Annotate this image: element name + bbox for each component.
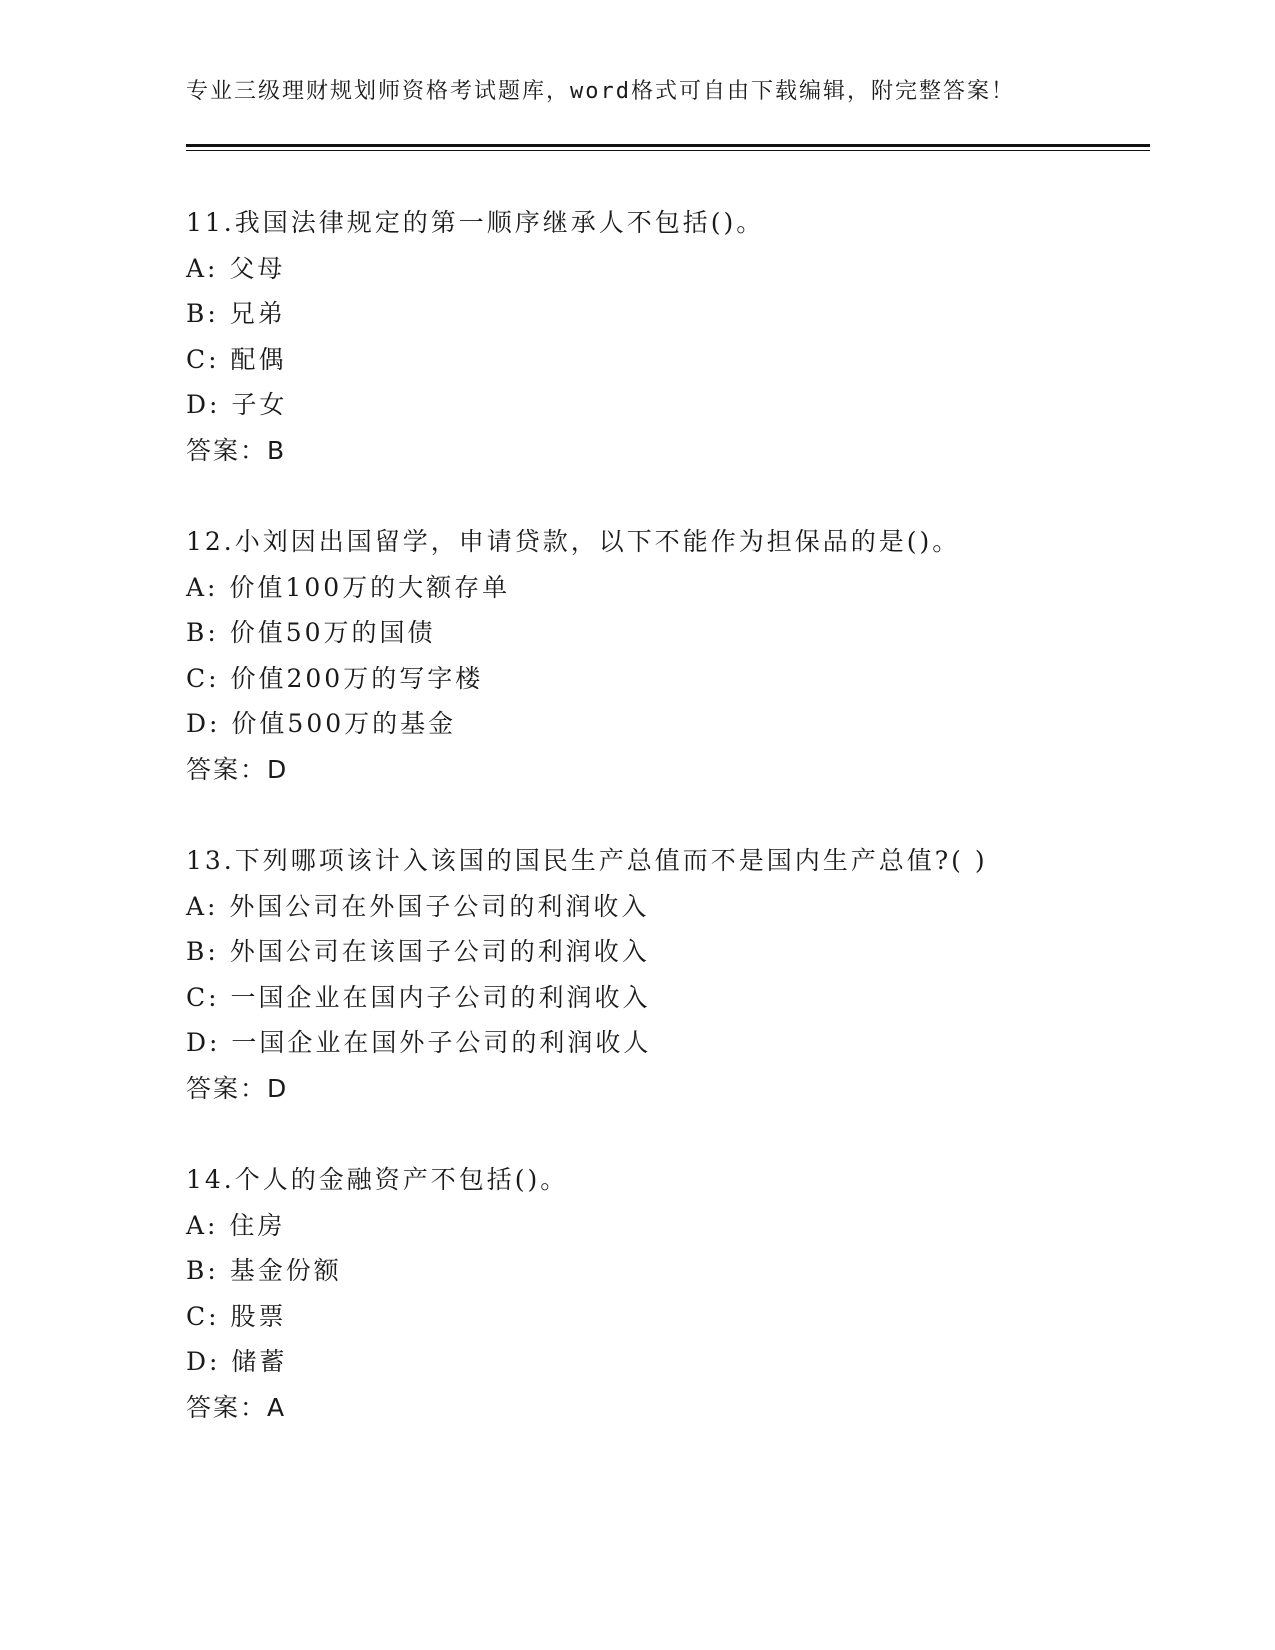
option-d: D: 子女	[186, 390, 288, 419]
answer-line: 答案：D	[186, 1073, 289, 1103]
question-stem: 11.我国法律规定的第一顺序继承人不包括()。	[186, 208, 765, 237]
option-c: C: 配偶	[186, 344, 287, 374]
answer-line: 答案：B	[186, 435, 287, 465]
option-d: D: 价值500万的基金	[186, 709, 457, 738]
answer-line: 答案：D	[186, 754, 289, 784]
option-d: D: 一国企业在国外子公司的利润收人	[186, 1028, 652, 1057]
question-13	[186, 838, 1146, 1111]
option-b: B: 兄弟	[186, 299, 286, 328]
question-14	[186, 1157, 1146, 1430]
header-divider	[186, 144, 1150, 151]
question-12	[186, 519, 1146, 792]
option-c: C: 股票	[186, 1301, 287, 1331]
option-c: C: 价值200万的写字楼	[186, 663, 484, 693]
question-list	[186, 200, 1146, 1476]
question-stem: 14.个人的金融资产不包括()。	[186, 1165, 569, 1194]
option-b: B: 价值50万的国债	[186, 618, 436, 647]
page-header: 专业三级理财规划师资格考试题库，word格式可自由下载编辑，附完整答案！	[186, 79, 1015, 104]
option-d: D: 储蓄	[186, 1347, 288, 1376]
option-a: A: 住房	[186, 1210, 286, 1240]
option-b: B: 基金份额	[186, 1256, 342, 1285]
option-c: C: 一国企业在国内子公司的利润收入	[186, 982, 651, 1012]
option-b: B: 外国公司在该国子公司的利润收入	[186, 937, 650, 966]
answer-line: 答案：A	[186, 1392, 287, 1422]
option-a: A: 外国公司在外国子公司的利润收入	[186, 891, 650, 921]
question-stem: 12.小刘因出国留学，申请贷款，以下不能作为担保品的是()。	[186, 527, 961, 556]
question-11	[186, 200, 1146, 473]
option-a: A: 父母	[186, 253, 286, 283]
question-stem: 13.下列哪项该计入该国的国民生产总值而不是国内生产总值?( )	[186, 846, 988, 875]
option-a: A: 价值100万的大额存单	[186, 572, 511, 602]
